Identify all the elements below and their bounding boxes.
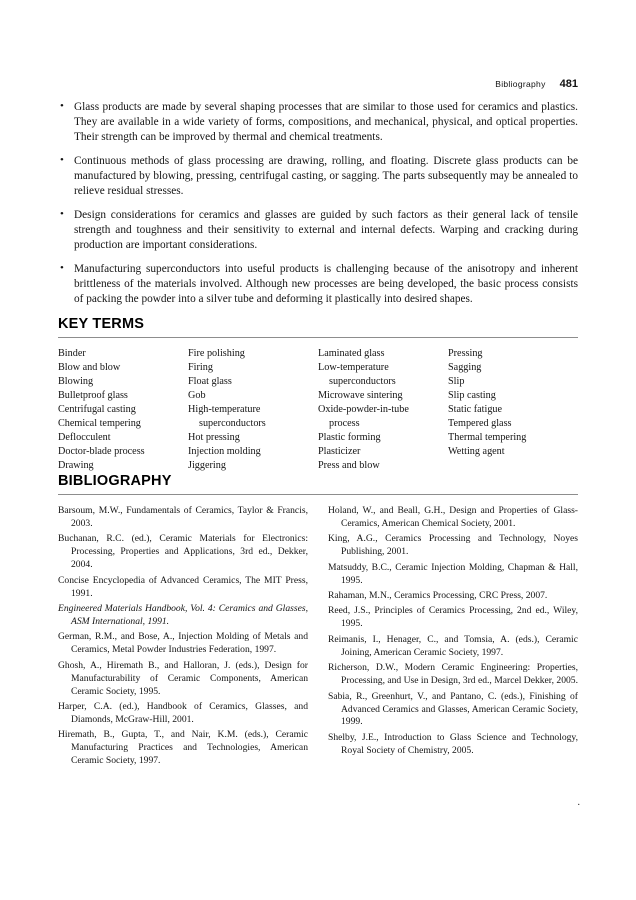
bibliography-entry: Richerson, D.W., Modern Ceramic Engineering: Properties, Processing, and Use in Design, 3rd ed., Marcel Dekker, 2005.	[328, 662, 579, 687]
key-term: Plasticizer	[318, 445, 361, 457]
key-term-continuation: superconductors	[199, 418, 266, 430]
key-term: Oxide-powder-in-tube	[318, 404, 409, 416]
bibliography-entry: Rahaman, M.N., Ceramics Processing, CRC Press, 2007.	[328, 590, 548, 602]
bibliography-entry: Holand, W., and Beall, G.H., Design and Properties of Glass-Ceramics, American Chemical Society, 2001.	[328, 504, 578, 529]
key-term: Wetting agent	[448, 445, 505, 457]
key-term: Thermal tempering	[448, 432, 527, 443]
key-term: Plastic forming	[318, 432, 381, 443]
bibliography-entry: Barsoum, M.W., Fundamentals of Ceramics, Taylor & Francis, 2003.	[58, 504, 308, 529]
key-terms-column-3	[318, 347, 448, 473]
summary-bullet-list	[58, 100, 578, 307]
key-term: High-temperature	[188, 404, 261, 416]
bibliography-entry: Harper, C.A. (ed.), Handbook of Ceramics, Glasses, and Diamonds, McGraw-Hill, 2001.	[58, 701, 308, 725]
key-term: Centrifugal casting	[58, 404, 136, 416]
key-term: Slip casting	[448, 390, 496, 402]
bibliography-divider	[58, 494, 578, 495]
bibliography-columns	[58, 505, 578, 771]
page-number: 481	[559, 78, 578, 90]
key-term: Float glass	[188, 376, 232, 388]
key-term: Deflocculent	[58, 432, 111, 443]
key-term: Binder	[58, 348, 86, 360]
page-header	[495, 78, 578, 90]
key-terms-column-2	[188, 347, 318, 473]
key-terms-columns	[58, 347, 578, 473]
bibliography-entry: Engineered Materials Handbook, Vol. 4: Ceramics and Glasses, ASM International, 1991.	[58, 602, 308, 627]
key-term: Gob	[188, 390, 206, 402]
page-content	[58, 100, 578, 771]
bibliography-entry: Hiremath, B., Gupta, T., and Nair, K.M. (eds.), Ceramic Manufacturing Practices and Technologies, American Ceramic Society, 1997.	[58, 729, 308, 767]
key-term: Hot pressing	[188, 432, 240, 443]
key-term: Injection molding	[188, 445, 261, 457]
running-head: Bibliography	[495, 79, 546, 89]
list-item: • Continuous methods of glass processing are drawing, rolling, and floating. Discrete glass products can be manufactured by blowing, pressing, centrifugal casting, or sagging. The parts subsequently may be annealed to relieve residual stresses.	[58, 154, 578, 199]
key-terms-column-4	[448, 347, 578, 473]
bibliography-entry: Reed, J.S., Principles of Ceramics Processing, 2nd ed., Wiley, 1995.	[328, 605, 578, 630]
key-terms-column-1	[58, 347, 188, 473]
bibliography-heading: BIBLIOGRAPHY	[58, 472, 172, 489]
key-term: Sagging	[448, 362, 482, 374]
bibliography-entry: Ghosh, A., Hiremath B., and Halloran, J. (eds.), Design for Manufacturability of Ceramic Components, American Ceramic Society, 1995.	[58, 659, 308, 697]
key-term: Microwave sintering	[318, 390, 403, 402]
bibliography-column-right	[328, 505, 578, 771]
key-term: Blow and blow	[58, 362, 121, 374]
bibliography-entry: German, R.M., and Bose, A., Injection Molding of Metals and Ceramics, Metal Powder Industries Federation, 1997.	[58, 631, 308, 656]
list-item: • Manufacturing superconductors into useful products is challenging because of the anisotropy and inherent brittleness of the materials involved. Although new processes are being developed, the basic process consists of packing the powder into a silver tube and deforming it plastically into desired shapes.	[58, 262, 578, 307]
key-term: Laminated glass	[318, 348, 385, 360]
key-term: Fire polishing	[188, 348, 245, 360]
key-term: Jiggering	[188, 459, 226, 471]
key-terms-divider	[58, 337, 578, 338]
key-terms-heading: KEY TERMS	[58, 316, 145, 333]
bibliography-entry: Matsuddy, B.C., Ceramic Injection Molding, Chapman & Hall, 1995.	[328, 561, 578, 586]
bibliography-entry: Reimanis, I., Henager, C., and Tomsia, A. (eds.), Ceramic Joining, American Ceramic Society, 1997.	[328, 633, 578, 658]
list-item: • Design considerations for ceramics and glasses are guided by such factors as their general lack of tensile strength and toughness and their sensitivity to external and internal defects. Warping and cracking during production are important considerations.	[58, 208, 578, 253]
list-item: • Glass products are made by several shaping processes that are similar to those used for ceramics and plastics. They are available in a wide variety of forms, compositions, and mechanical, physical, and optical properties. Their strength can be improved by thermal and chemical treatments.	[58, 100, 578, 145]
key-term: Low-temperature	[318, 362, 389, 374]
key-term: Slip	[448, 376, 465, 388]
key-term: Chemical tempering	[58, 418, 141, 430]
key-term: Tempered glass	[448, 418, 512, 430]
bibliography-column-left	[58, 505, 308, 771]
key-term-continuation: superconductors	[329, 376, 396, 388]
bibliography-entry: Buchanan, R.C. (ed.), Ceramic Materials for Electronics: Processing, Properties and Applications, 3rd ed., Dekker, 2004.	[58, 533, 308, 571]
key-term: Bulletproof glass	[58, 390, 128, 402]
key-term: Drawing	[58, 459, 94, 471]
key-term: Press and blow	[318, 459, 380, 471]
key-term: Firing	[188, 362, 213, 374]
bibliography-entry: Sabia, R., Greenhurt, V., and Pantano, C. (eds.), Finishing of Advanced Ceramics and Glasses, American Ceramic Society, 1999.	[328, 690, 578, 728]
footer-mark: .	[577, 797, 580, 808]
key-term-continuation: process	[329, 418, 360, 430]
bibliography-entry: Concise Encyclopedia of Advanced Ceramics, The MIT Press, 1991.	[58, 574, 308, 599]
bibliography-entry: King, A.G., Ceramics Processing and Technology, Noyes Publishing, 2001.	[328, 533, 578, 558]
key-term: Pressing	[448, 348, 483, 360]
key-term: Static fatigue	[448, 404, 503, 416]
key-term: Blowing	[58, 376, 94, 388]
key-term: Doctor-blade process	[58, 445, 145, 457]
bibliography-entry: Shelby, J.E., Introduction to Glass Science and Technology, Royal Society of Chemistry, 2005.	[328, 731, 578, 756]
